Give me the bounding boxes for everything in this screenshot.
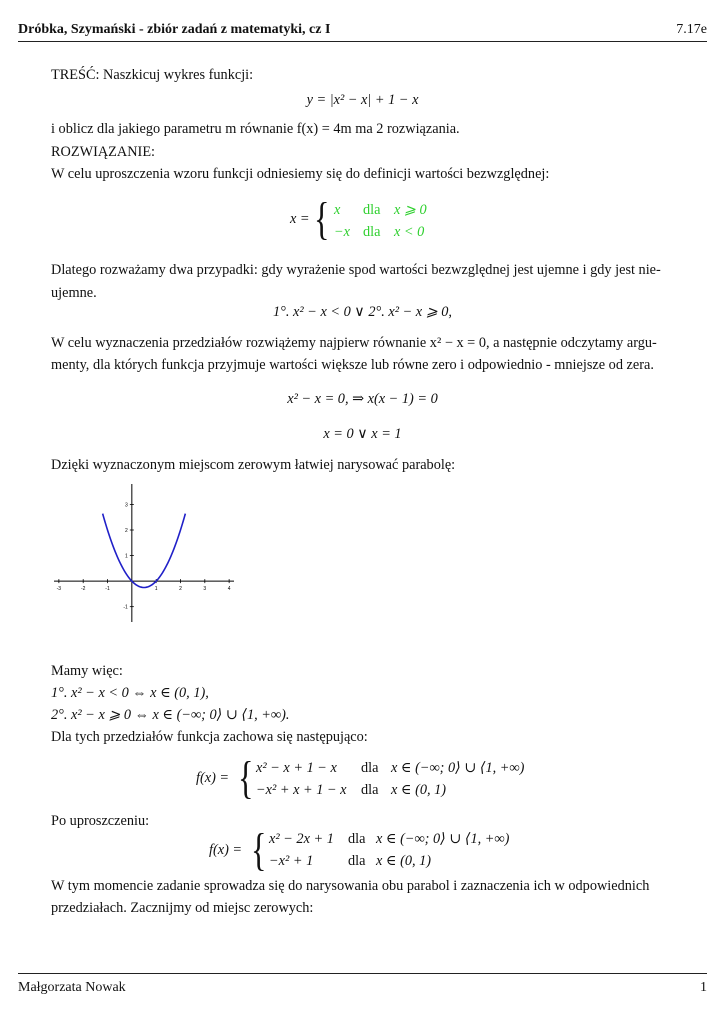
f2-brace: {: [251, 824, 267, 875]
footer-page-number: 1: [700, 980, 707, 995]
paragraph-6: Dla tych przedziałów funkcja zachowa się następująco:: [51, 729, 368, 745]
abs-def-row2-expr: −x: [334, 224, 350, 240]
header-page-ref: 7.17e: [676, 22, 707, 37]
f1-lhs: f(x) =: [196, 770, 230, 786]
x-tick-label: 3: [203, 586, 207, 593]
footer-rule: [18, 973, 707, 974]
parabola-curve: [103, 514, 186, 588]
x-tick-label: -2: [80, 586, 86, 593]
x-tick-label: -1: [105, 586, 110, 593]
y-tick-label: 2: [125, 528, 128, 534]
y-tick-label: 1: [125, 553, 128, 560]
x-tick-label: 2: [179, 586, 182, 593]
paragraph-1: W celu uproszczenia wzoru funkcji odniesiemy się do definicji wartości bezwzględnej:: [51, 166, 550, 182]
task-intro: TREŚĆ: Naszkicuj wykres funkcji:: [51, 67, 254, 83]
paragraph-2-line2: ujemne.: [51, 285, 97, 301]
paragraph-3-line2: menty, dla których funkcja przyjmuje wartości większe lub równe zero i odpowiednio - mniejsze od zera.: [51, 357, 654, 373]
f1-row2-dla: dla: [361, 782, 379, 798]
footer-author: Małgorzata Nowak: [18, 980, 126, 995]
f1-row1-expr: x² − x + 1 − x: [256, 760, 337, 776]
x-tick-label: -3: [56, 586, 62, 593]
abs-def-lhs: x =: [290, 211, 310, 227]
equation-2: x = 0 ∨ x = 1: [323, 426, 402, 442]
header-title: Dróbka, Szymański - zbiór zadań z matematyki, cz I: [18, 22, 331, 37]
cases-line: 1°. x² − x < 0 ∨ 2°. x² − x ⩾ 0,: [273, 304, 452, 320]
f2-row2-expr: −x² + 1: [269, 853, 314, 869]
abs-def-row1-expr: x: [334, 202, 341, 218]
paragraph-8-line1: W tym momencie zadanie sprowadza się do narysowania obu parabol i zaznaczenia ich w odpowiednich: [51, 878, 650, 894]
case-2-line: 2°. x² − x ⩾ 0 ⇔ x ∈ (−∞; 0⟩ ∪ ⟨1, +∞).: [51, 707, 290, 723]
abs-def-row1-cond: x ⩾ 0: [394, 202, 427, 218]
task-formula: y = |x² − x| + 1 − x: [306, 92, 419, 108]
case-1-line: 1°. x² − x < 0 ⇔ x ∈ (0, 1),: [51, 685, 209, 701]
paragraph-2-line1: Dlatego rozważamy dwa przypadki: gdy wyrażenie spod wartości bezwzględnej jest ujemne i gdy jest nie-: [51, 262, 661, 278]
abs-def-row2-dla: dla: [363, 224, 381, 240]
paragraph-3-line1: W celu wyznaczenia przedziałów rozwiążemy najpierw równanie x² − x = 0, a następnie odczytamy argu-: [51, 335, 657, 351]
abs-def-brace: {: [314, 193, 330, 244]
x-tick-label: 1: [154, 586, 158, 593]
paragraph-4: Dzięki wyznaczonym miejscom zerowym łatwiej narysować parabolę:: [51, 457, 456, 473]
f2-row1-dla: dla: [348, 831, 366, 847]
f1-row1-dla: dla: [361, 760, 379, 776]
f1-row1-cond: x ∈ (−∞; 0⟩ ∪ ⟨1, +∞): [391, 760, 525, 776]
abs-def-row1-dla: dla: [363, 202, 381, 218]
f1-brace: {: [238, 752, 254, 803]
f2-row2-dla: dla: [348, 853, 366, 869]
y-tick-label: -1: [123, 604, 128, 611]
f1-row2-expr: −x² + x + 1 − x: [256, 782, 347, 798]
solution-heading: ROZWIĄZANIE:: [51, 144, 156, 160]
paragraph-7: Po uproszczeniu:: [51, 813, 150, 829]
f1-row2-cond: x ∈ (0, 1): [391, 782, 447, 798]
paragraph-8-line2: przedziałach. Zacznijmy od miejsc zerowych:: [51, 900, 314, 916]
header-rule: [18, 41, 707, 42]
f2-row1-expr: x² − 2x + 1: [269, 831, 334, 847]
f2-lhs: f(x) =: [209, 842, 243, 858]
paragraph-5: Mamy więc:: [51, 663, 123, 679]
parabola-plot: [48, 478, 240, 628]
x-tick-label: 4: [227, 586, 231, 593]
f2-row2-cond: x ∈ (0, 1): [376, 853, 432, 869]
f2-row1-cond: x ∈ (−∞; 0⟩ ∪ ⟨1, +∞): [376, 831, 510, 847]
y-tick-label: 3: [125, 502, 128, 509]
abs-def-row2-cond: x < 0: [394, 224, 425, 240]
task-question: i oblicz dla jakiego parametru m równanie f(x) = 4m ma 2 rozwiązania.: [51, 121, 460, 137]
equation-1: x² − x = 0, ⇒ x(x − 1) = 0: [287, 391, 438, 407]
